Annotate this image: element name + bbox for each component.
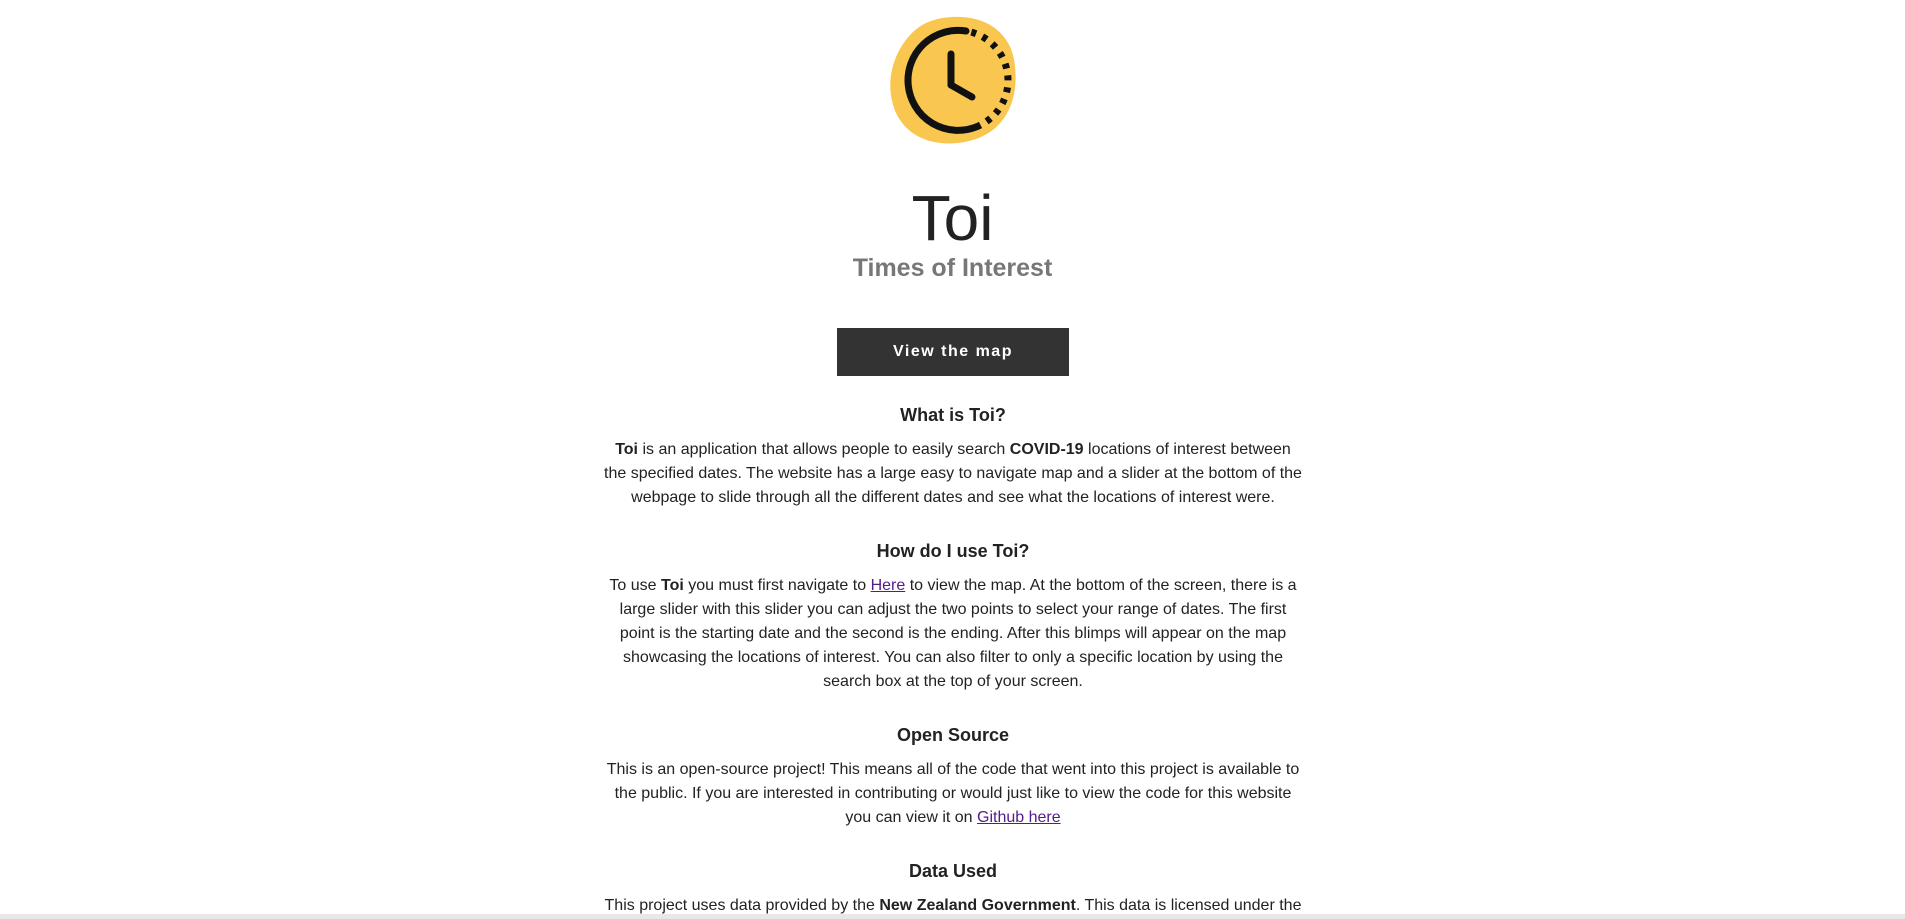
paragraph-text: This project uses data provided by the bbox=[604, 897, 880, 914]
section-open-source bbox=[602, 723, 1304, 830]
view-map-button[interactable]: View the map bbox=[837, 328, 1069, 376]
paragraph-text: To use bbox=[609, 577, 661, 594]
paragraph-text: This is an open-source project! This means all of the code that went into this project is available to the public. If you are interested in contributing or would just like to view the code for this website you can view it on bbox=[606, 761, 1300, 826]
strong-text: Toi bbox=[615, 441, 638, 458]
paragraph-text: . This data is licensed under the bbox=[1075, 897, 1302, 914]
section-paragraph bbox=[602, 438, 1304, 510]
strong-text: COVID-19 bbox=[1009, 441, 1084, 458]
paragraph-text: to view the map. At the bottom of the screen, there is a large slider with this slider you can adjust the two points to select your range of dates. The first point is the starting date and the second is the ending. After this blimps will appear on the map showcasing the locations of interest. You can also filter to only a specific location by using the search box at the top of your screen. bbox=[619, 577, 1297, 690]
clock-icon bbox=[890, 15, 1018, 145]
section-heading: How do I use Toi? bbox=[876, 541, 1030, 561]
section-what-is-toi bbox=[602, 403, 1304, 510]
paragraph-text: locations of interest between the specified dates. The website has a large easy to navigate map and a slider at the bottom of the webpage to slide through all the different dates and see what the locations of interest were. bbox=[604, 441, 1302, 506]
section-heading: Data Used bbox=[908, 861, 998, 881]
page-subtitle: Times of Interest bbox=[852, 254, 1053, 282]
here-link[interactable]: Here bbox=[870, 577, 906, 594]
section-paragraph bbox=[602, 758, 1304, 830]
strong-text: Toi bbox=[661, 577, 684, 594]
section-heading: Open Source bbox=[896, 725, 1010, 745]
paragraph-text: you must first navigate to bbox=[683, 577, 871, 594]
section-how-to-use bbox=[602, 539, 1304, 694]
content bbox=[602, 403, 1304, 918]
paragraph-text: is an application that allows people to easily search bbox=[638, 441, 1010, 458]
section-paragraph bbox=[602, 574, 1304, 694]
github-link[interactable]: Github here bbox=[977, 809, 1061, 826]
strong-text: New Zealand Government bbox=[879, 897, 1076, 914]
logo bbox=[890, 15, 1018, 145]
page-title: Toi bbox=[911, 182, 994, 254]
section-heading: What is Toi? bbox=[900, 405, 1006, 425]
section-data-used bbox=[602, 859, 1304, 918]
horizontal-scrollbar[interactable] bbox=[0, 914, 1905, 919]
